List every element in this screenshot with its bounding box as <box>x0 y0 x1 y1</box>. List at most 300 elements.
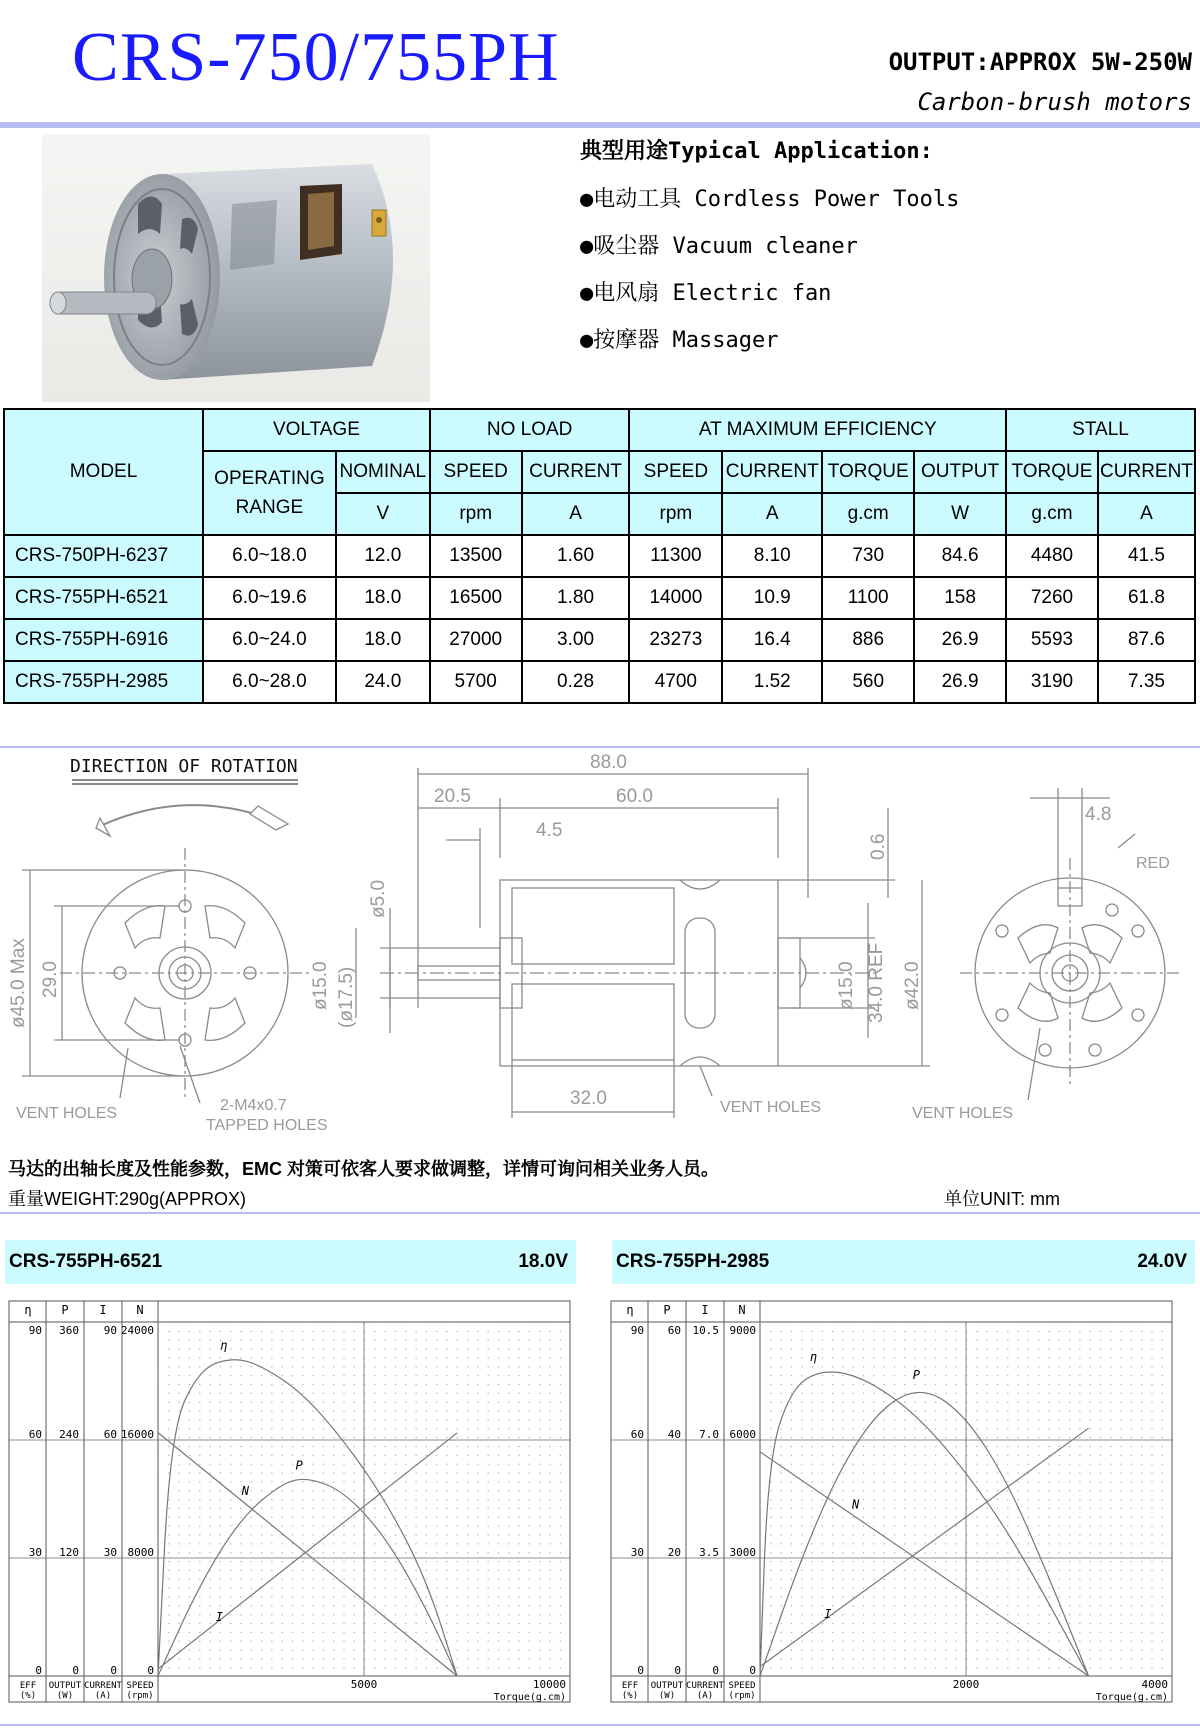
grid-dot <box>333 1534 334 1535</box>
grid-dot <box>1121 1552 1122 1553</box>
grid-dot <box>549 1534 550 1535</box>
grid-dot <box>508 1632 509 1633</box>
grid-dot <box>1090 1437 1091 1438</box>
grid-dot <box>416 1543 417 1544</box>
grid-dot <box>498 1543 499 1544</box>
grid-dot <box>1131 1543 1132 1544</box>
grid-dot <box>873 1490 874 1491</box>
grid-dot <box>313 1446 314 1447</box>
grid-dot <box>894 1437 895 1438</box>
grid-dot <box>1069 1508 1070 1509</box>
grid-dot <box>894 1517 895 1518</box>
grid-dot <box>1131 1366 1132 1367</box>
grid-dot <box>1079 1605 1080 1606</box>
grid-dot <box>333 1349 334 1350</box>
axis-tick-label: 90 <box>28 1324 42 1337</box>
grid-dot <box>945 1623 946 1624</box>
grid-dot <box>945 1411 946 1412</box>
grid-dot <box>976 1393 977 1394</box>
axis-tick-label: 60 <box>667 1324 681 1337</box>
grid-dot <box>801 1614 802 1615</box>
grid-dot <box>791 1641 792 1642</box>
grid-dot <box>832 1455 833 1456</box>
grid-dot <box>302 1331 303 1332</box>
grid-dot <box>945 1446 946 1447</box>
grid-dot <box>385 1623 386 1624</box>
grid-dot <box>1059 1561 1060 1562</box>
grid-dot <box>498 1596 499 1597</box>
grid-dot <box>374 1384 375 1385</box>
grid-dot <box>1141 1340 1142 1341</box>
grid-dot <box>770 1596 771 1597</box>
grid-dot <box>446 1649 447 1650</box>
grid-dot <box>179 1658 180 1659</box>
grid-dot <box>997 1534 998 1535</box>
grid-dot <box>1090 1596 1091 1597</box>
grid-dot <box>179 1322 180 1323</box>
grid-dot <box>395 1649 396 1650</box>
grid-dot <box>539 1393 540 1394</box>
grid-dot <box>529 1517 530 1518</box>
grid-dot <box>1079 1596 1080 1597</box>
grid-dot <box>251 1658 252 1659</box>
grid-dot <box>292 1667 293 1668</box>
grid-dot <box>416 1490 417 1491</box>
grid-dot <box>426 1499 427 1500</box>
grid-dot <box>863 1649 864 1650</box>
grid-dot <box>801 1517 802 1518</box>
grid-dot <box>853 1526 854 1527</box>
grid-dot <box>1038 1588 1039 1589</box>
grid-dot <box>842 1570 843 1571</box>
grid-dot <box>1162 1419 1163 1420</box>
grid-dot <box>519 1561 520 1562</box>
grid-dot <box>1162 1658 1163 1659</box>
grid-dot <box>282 1437 283 1438</box>
grid-dot <box>488 1632 489 1633</box>
table-cell: 27000 <box>430 619 522 661</box>
grid-dot <box>884 1605 885 1606</box>
grid-dot <box>261 1331 262 1332</box>
grid-dot <box>812 1437 813 1438</box>
grid-dot <box>395 1588 396 1589</box>
grid-dot <box>801 1384 802 1385</box>
grid-dot <box>770 1490 771 1491</box>
grid-dot <box>884 1481 885 1482</box>
grid-dot <box>1151 1649 1152 1650</box>
grid-dot <box>791 1437 792 1438</box>
grid-dot <box>251 1446 252 1447</box>
grid-dot <box>1090 1570 1091 1571</box>
grid-dot <box>873 1357 874 1358</box>
grid-dot <box>333 1402 334 1403</box>
grid-dot <box>168 1605 169 1606</box>
grid-dot <box>508 1605 509 1606</box>
grid-dot <box>313 1419 314 1420</box>
grid-dot <box>488 1357 489 1358</box>
grid-dot <box>1028 1375 1029 1376</box>
grid-dot <box>354 1331 355 1332</box>
grid-dot <box>1079 1366 1080 1367</box>
grid-dot <box>1079 1579 1080 1580</box>
grid-dot <box>1121 1357 1122 1358</box>
grid-dot <box>508 1446 509 1447</box>
grid-dot <box>199 1641 200 1642</box>
grid-dot <box>261 1490 262 1491</box>
grid-dot <box>282 1340 283 1341</box>
grid-dot <box>488 1667 489 1668</box>
grid-dot <box>385 1411 386 1412</box>
grid-dot <box>935 1402 936 1403</box>
grid-dot <box>873 1349 874 1350</box>
grid-dot <box>426 1331 427 1332</box>
grid-dot <box>220 1455 221 1456</box>
grid-dot <box>1007 1517 1008 1518</box>
grid-dot <box>1121 1366 1122 1367</box>
grid-dot <box>302 1384 303 1385</box>
grid-dot <box>508 1508 509 1509</box>
grid-dot <box>822 1649 823 1650</box>
grid-dot <box>1110 1411 1111 1412</box>
grid-dot <box>801 1534 802 1535</box>
grid-dot <box>925 1552 926 1553</box>
grid-dot <box>1018 1402 1019 1403</box>
table-cell: 87.6 <box>1098 619 1195 661</box>
dim-20-5: 20.5 <box>434 786 471 807</box>
grid-dot <box>791 1419 792 1420</box>
grid-dot <box>529 1472 530 1473</box>
curve-label: η <box>809 1350 818 1365</box>
grid-dot <box>1151 1340 1152 1341</box>
grid-dot <box>915 1623 916 1624</box>
grid-dot <box>997 1419 998 1420</box>
grid-dot <box>915 1588 916 1589</box>
grid-dot <box>158 1349 159 1350</box>
grid-dot <box>801 1623 802 1624</box>
grid-dot <box>1131 1446 1132 1447</box>
grid-dot <box>873 1588 874 1589</box>
grid-dot <box>1069 1588 1070 1589</box>
grid-dot <box>426 1534 427 1535</box>
grid-dot <box>1131 1632 1132 1633</box>
grid-dot <box>791 1349 792 1350</box>
grid-dot <box>467 1658 468 1659</box>
grid-dot <box>925 1588 926 1589</box>
grid-dot <box>863 1499 864 1500</box>
grid-dot <box>904 1605 905 1606</box>
grid-dot <box>812 1561 813 1562</box>
grid-dot <box>374 1357 375 1358</box>
grid-dot <box>498 1437 499 1438</box>
grid-dot <box>292 1632 293 1633</box>
grid-dot <box>560 1455 561 1456</box>
grid-dot <box>1162 1331 1163 1332</box>
grid-dot <box>853 1641 854 1642</box>
grid-dot <box>842 1526 843 1527</box>
grid-dot <box>822 1349 823 1350</box>
grid-dot <box>560 1331 561 1332</box>
grid-dot <box>251 1384 252 1385</box>
grid-dot <box>230 1667 231 1668</box>
grid-dot <box>1079 1322 1080 1323</box>
grid-dot <box>385 1402 386 1403</box>
grid-dot <box>1100 1534 1101 1535</box>
grid-dot <box>904 1552 905 1553</box>
grid-dot <box>915 1331 916 1332</box>
grid-dot <box>395 1605 396 1606</box>
grid-dot <box>976 1340 977 1341</box>
grid-dot <box>863 1393 864 1394</box>
grid-dot <box>179 1570 180 1571</box>
grid-dot <box>791 1464 792 1465</box>
grid-dot <box>446 1437 447 1438</box>
vent-holes-label: VENT HOLES <box>912 1105 1014 1122</box>
grid-dot <box>884 1614 885 1615</box>
grid-dot <box>1048 1340 1049 1341</box>
grid-dot <box>863 1596 864 1597</box>
grid-dot <box>976 1517 977 1518</box>
grid-dot <box>230 1428 231 1429</box>
grid-dot <box>210 1534 211 1535</box>
grid-dot <box>1007 1596 1008 1597</box>
grid-dot <box>1059 1614 1060 1615</box>
grid-dot <box>894 1623 895 1624</box>
grid-dot <box>529 1357 530 1358</box>
grid-dot <box>997 1623 998 1624</box>
grid-dot <box>323 1428 324 1429</box>
dim-d45-max: ø45.0 Max <box>8 938 29 1028</box>
grid-dot <box>1141 1641 1142 1642</box>
grid-dot <box>904 1490 905 1491</box>
grid-dot <box>539 1632 540 1633</box>
grid-dot <box>791 1517 792 1518</box>
grid-dot <box>282 1517 283 1518</box>
grid-dot <box>873 1526 874 1527</box>
grid-dot <box>945 1517 946 1518</box>
grid-dot <box>1059 1641 1060 1642</box>
grid-dot <box>405 1579 406 1580</box>
spec-table <box>3 408 1196 704</box>
grid-dot <box>292 1349 293 1350</box>
grid-dot <box>873 1340 874 1341</box>
grid-dot <box>354 1641 355 1642</box>
grid-dot <box>549 1393 550 1394</box>
grid-dot <box>791 1570 792 1571</box>
grid-dot <box>781 1579 782 1580</box>
grid-dot <box>976 1411 977 1412</box>
grid-dot <box>842 1596 843 1597</box>
grid-dot <box>1069 1526 1070 1527</box>
grid-dot <box>894 1472 895 1473</box>
grid-dot <box>168 1614 169 1615</box>
grid-dot <box>1028 1384 1029 1385</box>
grid-dot <box>801 1570 802 1571</box>
grid-dot <box>1100 1366 1101 1367</box>
axis-tick-label: 0 <box>110 1664 117 1677</box>
grid-dot <box>354 1543 355 1544</box>
grid-dot <box>292 1534 293 1535</box>
grid-dot <box>210 1517 211 1518</box>
grid-dot <box>343 1428 344 1429</box>
grid-dot <box>374 1561 375 1562</box>
x-axis-label: Torque(g.cm) <box>493 1692 566 1703</box>
grid-dot <box>925 1526 926 1527</box>
grid-dot <box>1141 1649 1142 1650</box>
grid-dot <box>791 1402 792 1403</box>
grid-dot <box>1141 1384 1142 1385</box>
unit-rpm: rpm <box>430 493 522 535</box>
grid-dot <box>1131 1490 1132 1491</box>
grid-dot <box>158 1402 159 1403</box>
grid-dot <box>832 1649 833 1650</box>
grid-dot <box>842 1402 843 1403</box>
grid-dot <box>261 1322 262 1323</box>
grid-dot <box>199 1428 200 1429</box>
grid-dot <box>323 1366 324 1367</box>
grid-dot <box>230 1526 231 1527</box>
grid-dot <box>158 1411 159 1412</box>
grid-dot <box>1162 1349 1163 1350</box>
grid-dot <box>416 1455 417 1456</box>
grid-dot <box>863 1588 864 1589</box>
unit-a: A <box>1098 493 1195 535</box>
grid-dot <box>446 1605 447 1606</box>
grid-dot <box>508 1658 509 1659</box>
grid-dot <box>189 1526 190 1527</box>
grid-dot <box>282 1490 283 1491</box>
grid-dot <box>853 1446 854 1447</box>
grid-dot <box>158 1508 159 1509</box>
grid-dot <box>168 1588 169 1589</box>
grid-dot <box>189 1349 190 1350</box>
grid-dot <box>781 1384 782 1385</box>
grid-dot <box>976 1331 977 1332</box>
table-row <box>4 619 1195 661</box>
grid-dot <box>904 1649 905 1650</box>
grid-dot <box>302 1340 303 1341</box>
grid-dot <box>292 1419 293 1420</box>
grid-dot <box>894 1552 895 1553</box>
grid-dot <box>1151 1490 1152 1491</box>
grid-dot <box>760 1357 761 1358</box>
grid-dot <box>426 1384 427 1385</box>
grid-dot <box>842 1472 843 1473</box>
grid-dot <box>405 1464 406 1465</box>
grid-dot <box>935 1455 936 1456</box>
axis-tick-label: 16000 <box>120 1428 154 1441</box>
grid-dot <box>477 1393 478 1394</box>
grid-dot <box>822 1561 823 1562</box>
grid-dot <box>199 1357 200 1358</box>
grid-dot <box>1018 1596 1019 1597</box>
grid-dot <box>1110 1658 1111 1659</box>
grid-dot <box>832 1570 833 1571</box>
grid-dot <box>997 1428 998 1429</box>
grid-dot <box>1059 1446 1060 1447</box>
grid-dot <box>549 1632 550 1633</box>
grid-dot <box>915 1614 916 1615</box>
grid-dot <box>230 1340 231 1341</box>
grid-dot <box>385 1570 386 1571</box>
grid-dot <box>770 1614 771 1615</box>
grid-dot <box>1100 1641 1101 1642</box>
grid-dot <box>956 1517 957 1518</box>
grid-dot <box>343 1499 344 1500</box>
grid-dot <box>770 1419 771 1420</box>
grid-dot <box>560 1481 561 1482</box>
grid-dot <box>842 1464 843 1465</box>
grid-dot <box>997 1552 998 1553</box>
grid-dot <box>770 1508 771 1509</box>
grid-dot <box>168 1561 169 1562</box>
grid-dot <box>945 1552 946 1553</box>
grid-dot <box>519 1490 520 1491</box>
grid-dot <box>925 1349 926 1350</box>
grid-dot <box>539 1490 540 1491</box>
grid-dot <box>385 1419 386 1420</box>
grid-dot <box>292 1472 293 1473</box>
grid-dot <box>842 1428 843 1429</box>
grid-dot <box>385 1543 386 1544</box>
grid-dot <box>1100 1667 1101 1668</box>
grid-dot <box>467 1340 468 1341</box>
grid-dot <box>405 1632 406 1633</box>
axis-tick-label: 10.5 <box>692 1324 719 1337</box>
grid-dot <box>323 1614 324 1615</box>
grid-dot <box>987 1446 988 1447</box>
grid-dot <box>781 1588 782 1589</box>
grid-dot <box>925 1623 926 1624</box>
grid-dot <box>853 1649 854 1650</box>
grid-dot <box>1018 1579 1019 1580</box>
grid-dot <box>519 1499 520 1500</box>
grid-dot <box>457 1605 458 1606</box>
grid-dot <box>1079 1543 1080 1544</box>
grid-dot <box>1162 1481 1163 1482</box>
unit-label: 单位UNIT: mm <box>944 1189 1060 1209</box>
grid-dot <box>333 1322 334 1323</box>
grid-dot <box>1131 1526 1132 1527</box>
grid-dot <box>302 1632 303 1633</box>
grid-dot <box>1079 1526 1080 1527</box>
grid-dot <box>343 1411 344 1412</box>
grid-dot <box>812 1543 813 1544</box>
grid-dot <box>1141 1437 1142 1438</box>
grid-dot <box>976 1632 977 1633</box>
grid-dot <box>1018 1543 1019 1544</box>
grid-dot <box>884 1658 885 1659</box>
grid-dot <box>1110 1508 1111 1509</box>
grid-dot <box>801 1481 802 1482</box>
grid-dot <box>498 1658 499 1659</box>
grid-dot <box>863 1375 864 1376</box>
grid-dot <box>1090 1357 1091 1358</box>
grid-dot <box>853 1623 854 1624</box>
grid-dot <box>292 1322 293 1323</box>
grid-dot <box>853 1588 854 1589</box>
grid-dot <box>781 1402 782 1403</box>
grid-dot <box>945 1667 946 1668</box>
grid-dot <box>1048 1375 1049 1376</box>
grid-dot <box>199 1384 200 1385</box>
grid-dot <box>446 1331 447 1332</box>
grid-dot <box>1110 1570 1111 1571</box>
grid-dot <box>261 1632 262 1633</box>
grid-dot <box>1069 1543 1070 1544</box>
grid-dot <box>925 1667 926 1668</box>
grid-dot <box>894 1446 895 1447</box>
grid-dot <box>822 1605 823 1606</box>
